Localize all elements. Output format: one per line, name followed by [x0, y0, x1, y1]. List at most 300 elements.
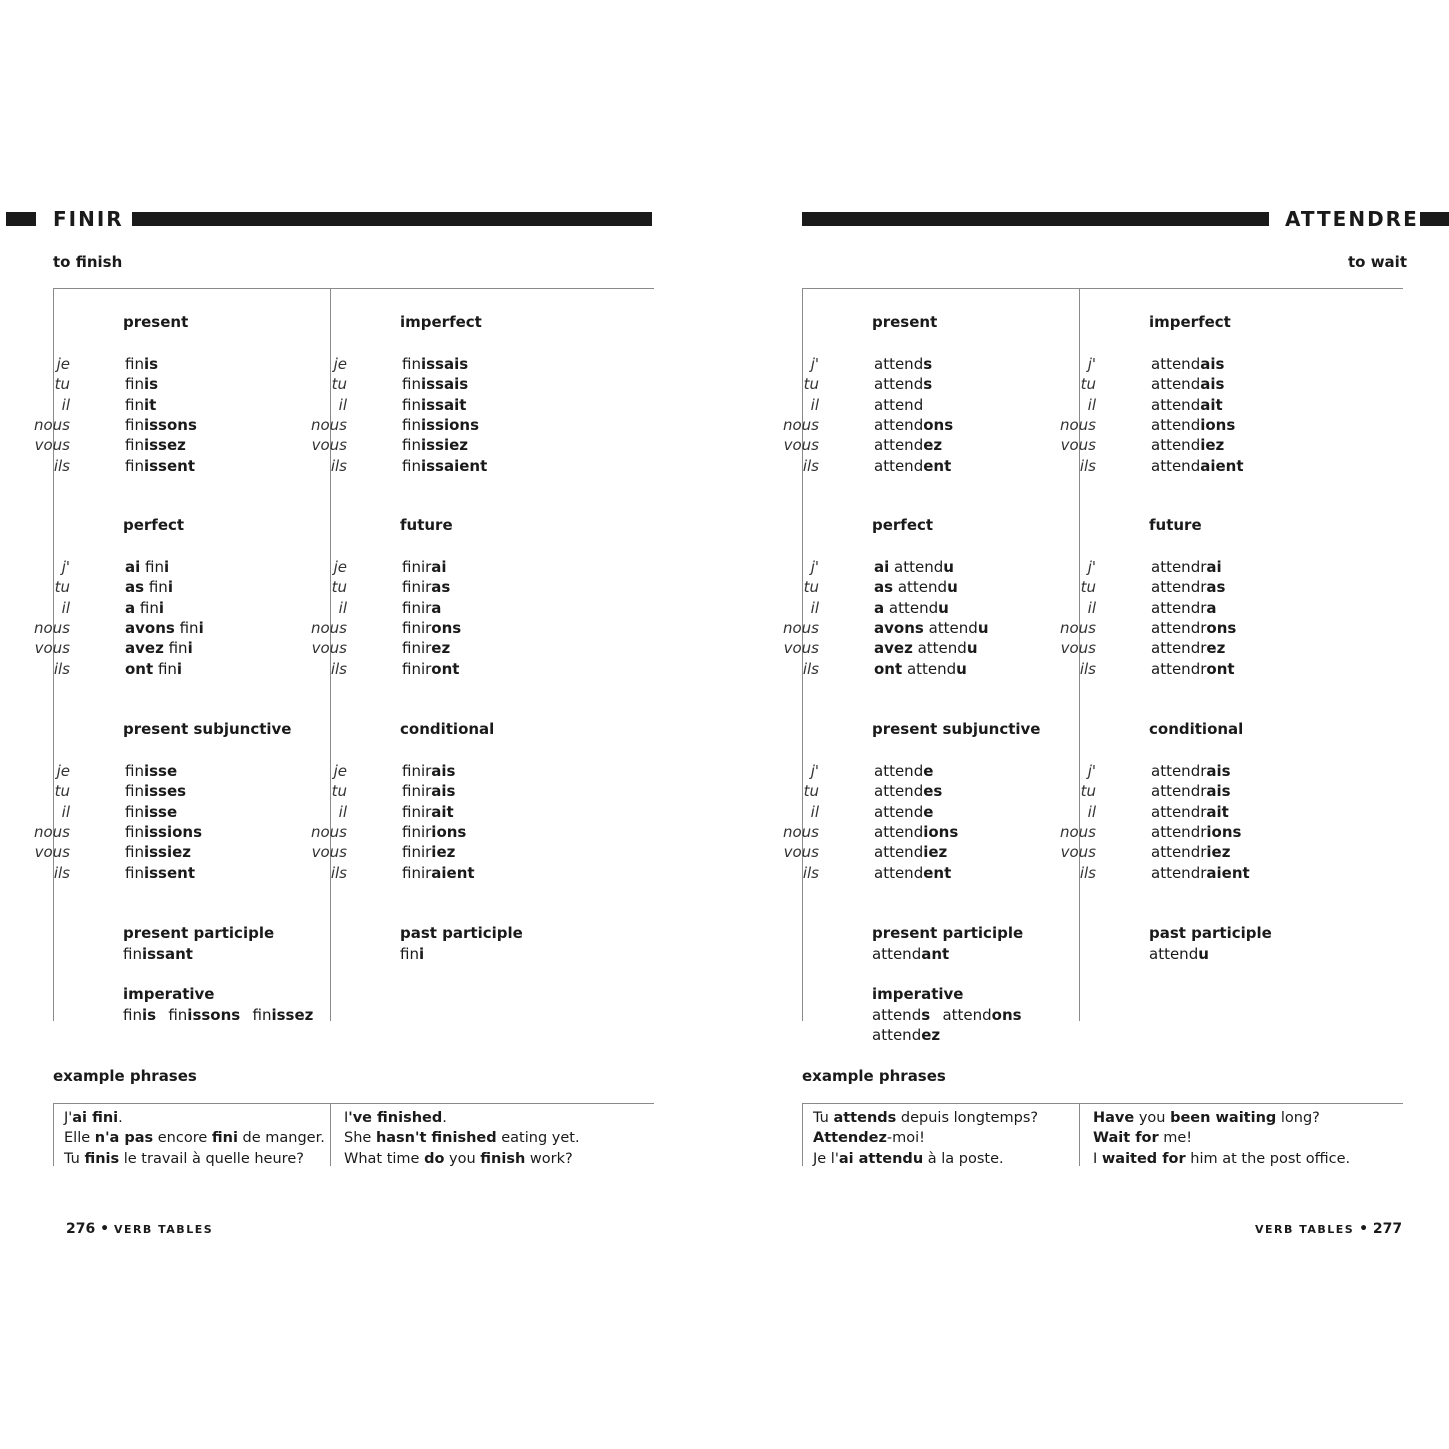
header-bar-left: [802, 212, 1269, 226]
pronoun: tu: [1080, 578, 1096, 597]
pronoun: j': [61, 558, 70, 576]
stem: attendr: [1151, 618, 1207, 637]
verb-form: [874, 761, 933, 781]
ending: ais: [1206, 782, 1231, 801]
pronoun: vous: [1060, 436, 1096, 455]
stem: attend: [874, 415, 924, 434]
example-phrases-table: [802, 1103, 1403, 1166]
ending: ait: [1200, 395, 1223, 414]
stem: fin: [125, 843, 144, 862]
stem: attend: [942, 1006, 992, 1024]
ending: s: [923, 375, 933, 394]
tense-name-imperfect: imperfect: [1149, 313, 1231, 331]
column-divider: [1079, 1104, 1080, 1166]
ending: issez: [143, 436, 186, 455]
pronoun: nous: [33, 415, 70, 434]
verb-title: ATTENDRE: [1285, 207, 1419, 231]
pronoun: tu: [331, 375, 347, 394]
pronoun: vous: [1060, 639, 1096, 658]
ending: i: [176, 659, 183, 678]
tense-name-future: future: [400, 516, 453, 534]
ending: issiez: [420, 436, 469, 455]
past-participle-form: [1149, 944, 1209, 964]
stem: fin: [125, 415, 144, 434]
ending: aient: [431, 863, 475, 882]
text: What time: [344, 1150, 425, 1167]
pronoun: ils: [1079, 863, 1096, 882]
pronoun: il: [338, 598, 347, 617]
ending: iez: [431, 843, 456, 862]
ending: u: [966, 639, 978, 658]
stem: fin: [123, 945, 142, 963]
text: work?: [525, 1150, 573, 1167]
verb-form: [1151, 802, 1229, 822]
stem: attend: [874, 375, 924, 394]
stem: finir: [402, 762, 432, 780]
pronoun: vous: [34, 843, 70, 862]
ending: ais: [431, 782, 456, 801]
pronoun: ils: [53, 863, 70, 882]
text: de manger.: [237, 1130, 325, 1147]
stem: fin: [145, 558, 165, 576]
pronoun: ils: [330, 456, 347, 475]
ending: iez: [923, 843, 948, 862]
page-number: 276: [66, 1221, 96, 1237]
pronoun: il: [61, 802, 70, 821]
tense-name-subjunctive: present subjunctive: [872, 720, 1041, 738]
text: you: [444, 1150, 481, 1167]
verb-form: [874, 395, 923, 415]
ending: ez: [921, 1026, 941, 1044]
stem: fin: [402, 355, 421, 373]
pronoun: nous: [310, 822, 347, 841]
stem: finir: [402, 618, 432, 637]
verb-form: [874, 415, 953, 435]
stem: fin: [125, 802, 144, 821]
auxiliary: avons: [874, 618, 924, 637]
verb-form: [874, 802, 933, 822]
ending: issez: [271, 1006, 314, 1024]
stem: fin: [168, 1006, 188, 1024]
stem: fin: [125, 436, 144, 455]
ending: u: [938, 598, 949, 617]
ending: ons: [1206, 618, 1237, 637]
ending: ais: [1206, 762, 1231, 780]
ending: ions: [1200, 415, 1236, 434]
stem: attend: [1151, 355, 1201, 373]
pronoun: j': [1087, 762, 1096, 780]
stem: finir: [402, 802, 432, 821]
ending: ait: [1206, 802, 1229, 821]
ending: ai: [431, 558, 447, 576]
example-fr: [813, 1128, 925, 1148]
stem: finir: [402, 639, 432, 658]
ending: as: [431, 578, 451, 597]
pronoun: il: [810, 598, 819, 617]
stem: attend: [1151, 375, 1201, 394]
ending: i: [167, 578, 173, 597]
pronoun: vous: [34, 436, 70, 455]
stem: attend: [897, 578, 948, 597]
verb-form: [874, 822, 958, 842]
stem: attendr: [1151, 598, 1207, 617]
ending: is: [143, 375, 159, 394]
stem: attendr: [1151, 802, 1207, 821]
verb-form: [874, 842, 947, 862]
bold-text: been waiting: [1170, 1110, 1277, 1126]
bold-text: finis: [84, 1150, 120, 1167]
stem: attend: [872, 1006, 922, 1024]
stem: finir: [402, 843, 432, 862]
pronoun: j': [810, 762, 819, 780]
ending: s: [921, 1006, 931, 1024]
stem: attend: [1151, 395, 1201, 414]
stem: attend: [874, 843, 924, 862]
ending: aient: [1206, 863, 1250, 882]
ending: ait: [431, 802, 454, 821]
verb-form: [874, 659, 967, 679]
ending: ai: [1206, 558, 1222, 576]
verb-meaning: to finish: [53, 253, 123, 271]
ending: ont: [1206, 659, 1235, 678]
pronoun: nous: [33, 618, 70, 637]
verb-form: [874, 354, 932, 374]
text: Tu: [64, 1150, 85, 1167]
ending: issiez: [143, 843, 192, 862]
ending: ont: [431, 659, 460, 678]
bold-text: finish: [480, 1150, 526, 1167]
ending: es: [923, 782, 943, 801]
ending: a: [431, 598, 442, 617]
stem: attendr: [1151, 578, 1207, 597]
ending: ais: [1200, 375, 1225, 394]
pronoun: vous: [1060, 843, 1096, 862]
stem: attendr: [1151, 843, 1207, 862]
ending: issons: [187, 1006, 241, 1024]
stem: fin: [125, 375, 144, 394]
imperative-form: [872, 1026, 940, 1044]
verb-form: [1151, 435, 1224, 455]
auxiliary: ont: [125, 659, 154, 678]
text: Elle: [64, 1130, 95, 1147]
pronoun: vous: [783, 843, 819, 862]
stem: attendr: [1151, 659, 1207, 678]
pronoun: ils: [1079, 659, 1096, 678]
header-bar-right: [1420, 212, 1449, 226]
text: à la poste.: [923, 1150, 1004, 1167]
ending: issons: [143, 415, 197, 434]
stem: fin: [125, 355, 144, 373]
ending: issent: [143, 863, 195, 882]
tense-name-present-participle: present participle: [123, 924, 275, 942]
example-fr: [813, 1108, 1038, 1128]
pronoun: j': [810, 558, 819, 576]
verb-form: [874, 618, 989, 638]
stem: fin: [252, 1006, 272, 1024]
verb-title: FINIR: [53, 207, 124, 231]
stem: attend: [906, 659, 957, 678]
tense-name-subjunctive: present subjunctive: [123, 720, 292, 738]
stem: attend: [1151, 415, 1201, 434]
text: Tu: [813, 1110, 834, 1126]
text: le travail à quelle heure?: [119, 1150, 304, 1167]
auxiliary: as: [125, 578, 145, 597]
tense-name-perfect: perfect: [123, 516, 185, 534]
stem: fin: [125, 782, 144, 801]
pronoun: nous: [1059, 822, 1096, 841]
verb-form: [1151, 822, 1241, 842]
pronoun: vous: [311, 843, 347, 862]
stem: attend: [917, 639, 967, 658]
stem: attend: [874, 395, 924, 414]
stem: fin: [125, 395, 144, 414]
text: I: [1093, 1150, 1102, 1167]
imperative-forms: [872, 1005, 1022, 1025]
verb-form: [874, 557, 954, 577]
tense-name-present: present: [123, 313, 189, 331]
ending: ons: [431, 618, 462, 637]
bold-text: 've finished: [348, 1110, 443, 1126]
ending: i: [418, 945, 425, 963]
stem: fin: [179, 618, 199, 637]
ending: ais: [1200, 355, 1225, 373]
text: .: [442, 1110, 447, 1126]
text: -moi!: [886, 1130, 925, 1147]
page-footer: [1255, 1221, 1402, 1237]
page-number: 277: [1372, 1221, 1403, 1237]
example-fr: [813, 1149, 1004, 1169]
verb-form: [1151, 557, 1222, 577]
stem: attend: [874, 436, 924, 455]
pronoun: nous: [1059, 618, 1096, 637]
bold-text: Wait for: [1093, 1130, 1159, 1147]
ending: ez: [431, 639, 451, 658]
ending: u: [1198, 945, 1209, 963]
verb-form: [1151, 374, 1224, 394]
ending: ions: [923, 822, 959, 841]
stem: attend: [874, 762, 924, 780]
bold-text: Have: [1093, 1110, 1135, 1126]
pronoun: il: [61, 598, 70, 617]
ending: u: [977, 618, 989, 637]
pronoun: ils: [330, 659, 347, 678]
auxiliary: avez: [874, 639, 913, 658]
imperative-forms: [872, 1025, 940, 1045]
ending: as: [1206, 578, 1226, 597]
stem: finir: [402, 578, 432, 597]
stem: attendr: [1151, 822, 1207, 841]
stem: finir: [402, 822, 432, 841]
stem: attend: [872, 945, 922, 963]
verb-form: [1151, 415, 1235, 435]
stem: attendr: [1151, 782, 1207, 801]
verb-form: [1151, 598, 1217, 618]
stem: finir: [402, 659, 432, 678]
example-phrases-title: example phrases: [802, 1067, 946, 1085]
text: Je l': [813, 1150, 839, 1167]
pronoun: ils: [53, 659, 70, 678]
stem: fin: [125, 822, 144, 841]
pronoun: il: [338, 395, 347, 414]
verb-form: [874, 781, 942, 801]
auxiliary: avons: [125, 618, 175, 637]
pronoun: ils: [330, 863, 347, 882]
ending: i: [187, 639, 193, 658]
text: I: [344, 1110, 349, 1126]
text: him at the post office.: [1185, 1150, 1351, 1167]
pronoun: je: [56, 355, 70, 373]
pronoun: ils: [802, 863, 819, 882]
verb-form: [1151, 863, 1250, 883]
tense-name-conditional: conditional: [1149, 720, 1244, 738]
ending: a: [1206, 598, 1217, 617]
pronoun: je: [56, 762, 70, 780]
pronoun: nous: [782, 415, 819, 434]
pronoun: il: [1087, 802, 1096, 821]
ending: u: [943, 558, 954, 576]
pronoun: j': [810, 355, 819, 373]
ending: ent: [923, 456, 952, 475]
stem: attend: [1151, 456, 1201, 475]
pronoun: tu: [331, 578, 347, 597]
stem: fin: [148, 578, 168, 597]
pronoun: nous: [782, 822, 819, 841]
verb-form: [1151, 761, 1231, 781]
tense-name-imperfect: imperfect: [400, 313, 482, 331]
ending: e: [923, 762, 934, 780]
stem: attend: [928, 618, 978, 637]
tense-name-imperative: imperative: [123, 985, 215, 1003]
ending: ant: [921, 945, 950, 963]
verb-form: [1151, 618, 1236, 638]
stem: finir: [402, 782, 432, 801]
pronoun: vous: [311, 436, 347, 455]
text: She: [344, 1130, 376, 1147]
stem: finir: [402, 863, 432, 882]
pronoun: tu: [54, 782, 70, 801]
stem: fin: [125, 762, 144, 780]
verb-form: [874, 577, 958, 597]
stem: fin: [402, 456, 421, 475]
pronoun: je: [333, 762, 347, 780]
ending: u: [956, 659, 967, 678]
ending: ez: [923, 436, 943, 455]
pronoun: tu: [331, 782, 347, 801]
stem: fin: [402, 415, 421, 434]
verb-form: [1151, 354, 1224, 374]
ending: ez: [1206, 639, 1226, 658]
ending: is: [141, 1006, 157, 1024]
tense-name-past-participle: past participle: [400, 924, 523, 942]
pronoun: vous: [783, 639, 819, 658]
pronoun: tu: [54, 375, 70, 394]
pronoun: tu: [1080, 782, 1096, 801]
stem: fin: [168, 639, 188, 658]
stem: fin: [157, 659, 177, 678]
stem: attendr: [1151, 863, 1207, 882]
stem: fin: [125, 456, 144, 475]
imperative-form: [872, 1006, 930, 1024]
stem: fin: [400, 945, 419, 963]
stem: fin: [402, 436, 421, 455]
bold-text: ai attendu: [838, 1150, 924, 1167]
stem: fin: [139, 598, 159, 617]
stem: attend: [872, 1026, 922, 1044]
ending: ent: [923, 863, 952, 882]
ending: issais: [420, 355, 469, 373]
verb-meaning: to wait: [1348, 253, 1407, 271]
pronoun: vous: [34, 639, 70, 658]
ending: i: [198, 618, 204, 637]
bold-text: ai fini: [72, 1110, 119, 1126]
pronoun: il: [810, 802, 819, 821]
stem: attend: [888, 598, 939, 617]
footer-separator: •: [1359, 1221, 1373, 1237]
stem: attend: [874, 863, 924, 882]
ending: issent: [143, 456, 195, 475]
pronoun: tu: [803, 782, 819, 801]
pronoun: ils: [802, 659, 819, 678]
pronoun: vous: [311, 639, 347, 658]
text: me!: [1158, 1130, 1193, 1147]
tense-name-past-participle: past participle: [1149, 924, 1272, 942]
stem: attend: [874, 456, 924, 475]
stem: fin: [402, 375, 421, 394]
verb-form: [874, 435, 942, 455]
ending: iez: [1200, 436, 1225, 455]
verb-form: [1151, 577, 1225, 597]
ending: u: [947, 578, 958, 597]
pronoun: nous: [33, 822, 70, 841]
stem: attend: [874, 782, 924, 801]
pronoun: j': [1087, 355, 1096, 373]
ending: ons: [923, 415, 954, 434]
ending: s: [923, 355, 933, 373]
bold-text: hasn't finished: [375, 1130, 497, 1147]
ending: ions: [431, 822, 467, 841]
auxiliary: ont: [874, 659, 903, 678]
stem: attendr: [1151, 558, 1207, 576]
text: eating yet.: [496, 1130, 580, 1147]
ending: iez: [1206, 843, 1231, 862]
bold-text: n'a pas: [94, 1130, 154, 1147]
text: depuis longtemps?: [896, 1110, 1039, 1126]
verb-form: [874, 598, 949, 618]
tense-name-imperative: imperative: [872, 985, 964, 1003]
pronoun: il: [1087, 395, 1096, 414]
ending: isses: [143, 782, 187, 801]
auxiliary: avez: [125, 639, 164, 658]
auxiliary: ai: [125, 558, 141, 576]
ending: issait: [420, 395, 467, 414]
pronoun: nous: [782, 618, 819, 637]
pronoun: je: [333, 558, 347, 576]
ending: ions: [1206, 822, 1242, 841]
imperative-form: [942, 1006, 1021, 1024]
pronoun: tu: [1080, 375, 1096, 394]
bold-text: attends: [833, 1110, 897, 1126]
pronoun: tu: [803, 578, 819, 597]
tense-name-present-participle: present participle: [872, 924, 1024, 942]
verb-form: [1151, 781, 1231, 801]
ending: issant: [141, 945, 193, 963]
ending: i: [158, 598, 165, 617]
tense-name-perfect: perfect: [872, 516, 934, 534]
verb-form: [1151, 456, 1244, 476]
pronoun: tu: [54, 578, 70, 597]
stem: finir: [402, 558, 432, 576]
verb-form: [874, 638, 978, 658]
